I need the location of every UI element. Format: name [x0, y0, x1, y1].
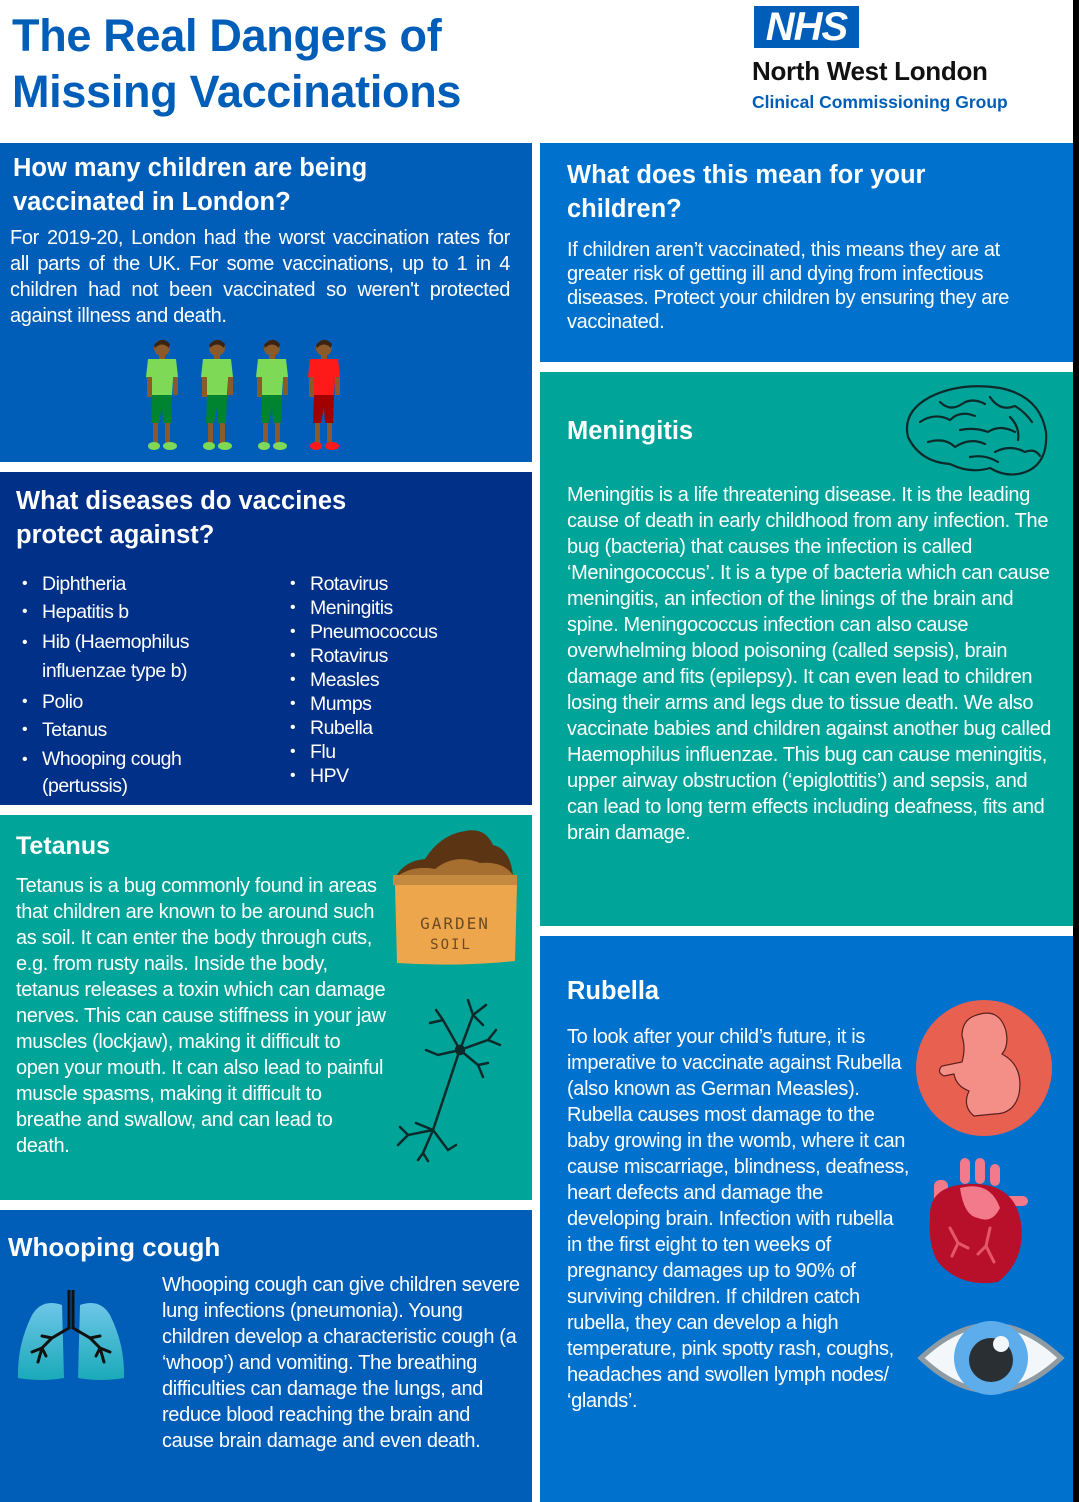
- panel-what-it-means: [540, 143, 1073, 362]
- title-line-1: The Real Dangers of: [12, 10, 442, 61]
- nhs-mark: NHS: [754, 6, 859, 48]
- children-figures-icon: [140, 335, 350, 457]
- list-item: • Mumps: [286, 692, 526, 716]
- panel-rubella: [540, 936, 1073, 1502]
- title-line-2: Missing Vaccinations: [12, 66, 462, 117]
- list-item: • Diphtheria: [18, 572, 258, 596]
- panel-diseases: [0, 472, 532, 805]
- org-subtitle: Clinical Commissioning Group: [752, 92, 1008, 112]
- list-item: • Measles: [286, 668, 526, 692]
- heading-line-1: How many children are being: [13, 154, 368, 182]
- section-body: If children aren’t vaccinated, this means they are at greater risk of getting ill and dying from infectious diseases. Protect your children by ensuring they are vaccinated.: [567, 239, 1010, 333]
- panel-whooping-cough: [0, 1210, 532, 1502]
- section-body: Whooping cough can give children severe lung infections (pneumonia). Young children develop a characteristic cough (a ‘whoop’) and vomiting. The breathing difficulties can damage the lungs, and reduce blood reaching the brain and cause brain damage and even death.: [162, 1274, 520, 1452]
- list-item: • Hib (Haemophilus influenzae type b): [18, 628, 258, 686]
- list-item: • Rotavirus: [286, 572, 526, 596]
- list-item: • Whooping cough (pertussis): [18, 746, 258, 800]
- section-heading: Meningitis: [567, 417, 694, 445]
- section-heading: [567, 158, 925, 226]
- section-heading: Tetanus: [16, 832, 110, 860]
- fetus-icon: [914, 996, 1054, 1136]
- nhs-logo: [752, 6, 1052, 126]
- eye-icon: [917, 1308, 1065, 1408]
- neuron-icon: [388, 995, 508, 1165]
- section-body: Meningitis is a life threatening disease. It is the leading cause of death in early childhood from any infection. The bug (bacteria) that causes the infection is called ‘Meningococcus’. It is a type of bacteria which can cause meningitis, an infection of the linings of the brain and spine. Meningococcus infection can also cause overwhelming blood poisoning (called sepsis), brain damage and fits (epilepsy). It can even lead to children losing their arms and legs due to tissue death. We also vaccinate babies and children against another bug called Haemophilus influenzae. This bug can cause meningitis, upper airway obstruction (‘epiglottitis’) and sepsis, and can lead to long term effects including deafness, fits and brain damage.: [567, 484, 1052, 844]
- list-item: • Hepatitis b: [18, 600, 258, 624]
- list-item: • Flu: [286, 740, 526, 764]
- disease-list-column-1: [18, 572, 258, 804]
- soil-label-line1: GARDEN: [420, 914, 490, 933]
- section-body: Tetanus is a bug commonly found in areas that children are known to be around such as soil. It can enter the body through cuts, e.g. from rusty nails. Inside the body, tetanus releases a toxin which can damage nerves. This can cause stiffness in your jaw muscles (lockjaw), making it difficult to open your mouth. It can also lead to painful muscle spasms, making it difficult to breathe and swallow, and can lead to death.: [16, 875, 386, 1157]
- heading-line-1: What diseases do vaccines: [16, 487, 347, 515]
- list-item: • Rotavirus: [286, 644, 526, 668]
- heart-icon: [920, 1158, 1030, 1286]
- section-heading: Whooping cough: [8, 1232, 221, 1262]
- list-item: • HPV: [286, 764, 526, 788]
- soil-label-line2: SOIL: [430, 937, 472, 953]
- heading-line-2: protect against?: [16, 521, 215, 549]
- panel-meningitis: [540, 372, 1073, 926]
- panel-tetanus: [0, 815, 532, 1200]
- brain-icon: [900, 382, 1050, 482]
- list-item: • Rubella: [286, 716, 526, 740]
- list-item: • Pneumococcus: [286, 620, 526, 644]
- section-heading: [16, 484, 346, 552]
- heading-line-2: children?: [567, 195, 682, 223]
- page-title: [12, 8, 461, 120]
- list-item: • Polio: [18, 690, 258, 714]
- list-item: • Meningitis: [286, 596, 526, 620]
- lungs-icon: [12, 1290, 130, 1386]
- section-heading: [13, 151, 367, 219]
- section-body: To look after your child’s future, it is imperative to vaccinate against Rubella (also known as German Measles). Rubella causes most damage to the baby growing in the womb, where it can cause miscarriage, blindness, deafness, heart defects and damage the developing brain. Infection with rubella in the first eight to ten weeks of pregnancy damages up to 90% of surviving children. If children catch rubella, they can develop a high temperature, pink spotty rash, coughs, headaches and swollen lymph nodes/ ‘glands’.: [567, 1026, 910, 1412]
- list-item: • Tetanus: [18, 718, 258, 742]
- panel-children-vaccinated: [0, 143, 532, 462]
- org-name: North West London: [752, 56, 988, 86]
- heading-line-1: What does this mean for your: [567, 161, 926, 189]
- section-heading: Rubella: [567, 977, 660, 1005]
- disease-list-column-2: [286, 572, 526, 788]
- right-edge-strip: [1073, 0, 1079, 1502]
- section-body: For 2019-20, London had the worst vaccination rates for all parts of the UK. For some vaccinations, up to 1 in 4 children had not been vaccinated so weren't protected against illness and death.: [10, 227, 510, 327]
- garden-soil-icon: [385, 823, 520, 971]
- heading-line-2: vaccinated in London?: [13, 188, 291, 216]
